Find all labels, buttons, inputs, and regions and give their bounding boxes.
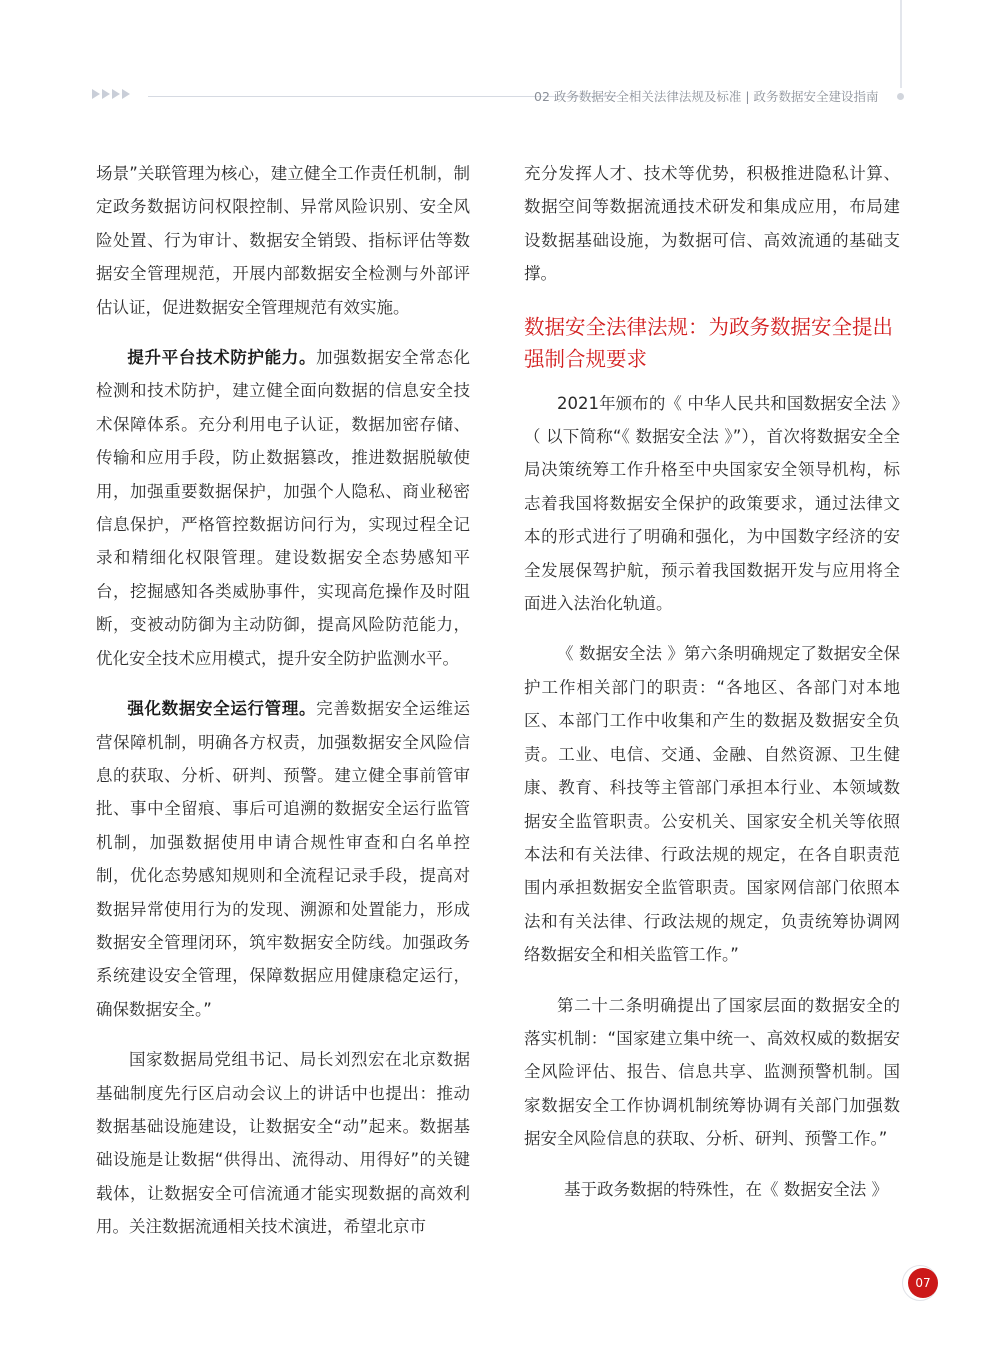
- paragraph: [96, 341, 470, 675]
- header-arrows: [92, 89, 130, 99]
- arrow-icon: [122, 89, 130, 99]
- running-header: [92, 88, 912, 106]
- page-number: 07: [908, 1268, 938, 1298]
- paragraph: 2021年颁布的《 中华人民共和国数据安全法 》（ 以下简称“《 数据安全法 》”），首次将数据安全全局决策统筹工作升格至中央国家安全领导机构，标志着我国将数据安全保护的政策要求，通过法律文本的形式进行了明确和强化，为中国数字经济的安全发展保驾护航，预示着我国数据开发与应用将全面进入法治化轨道。: [524, 393, 900, 614]
- paragraph-body: 完善数据安全运维运营保障机制，明确各方权责，加强数据安全风险信息的获取、分析、研判、预警。建立健全事前管审批、事中全留痕、事后可追溯的数据安全运行监管机制，加强数据使用申请合规性审查和白名单控制，优化态势感知规则和全流程记录手段，提高对数据异常使用行为的发现、溯源和处置能力，形成数据安全管理闭环，筑牢数据安全防线。加强政务系统建设安全管理，保障数据应用健康稳定运行，确保数据安全。”: [96, 699, 471, 1019]
- arrow-icon: [102, 89, 110, 99]
- paragraph: 充分发挥人才、技术等优势，积极推进隐私计算、数据空间等数据流通技术研发和集成应用，布局建设数据基础设施，为数据可信、高效流通的基础支撑。: [524, 164, 900, 284]
- running-title: 02 政务数据安全相关法律法规及标准 | 政务数据安全建设指南: [534, 89, 879, 104]
- paragraph-lead: 提升平台技术防护能力。: [127, 348, 317, 368]
- paragraph-body: 加强数据安全常态化检测和技术防护，建立健全面向数据的信息安全技术保障体系。充分利用电子认证，数据加密存储、传输和应用手段，防止数据篡改，推进数据脱敏使用，加强重要数据保护，加强个人隐私、商业秘密信息保护，严格管控数据访问行为，实现过程全记录和精细化权限管理。建设数据安全态势感知平台，挖掘感知各类威胁事件，实现高危操作及时阻断，变被动防御为主动防御，提高风险防范能力，优化安全技术应用模式，提升安全防护监测水平。: [96, 348, 471, 668]
- arrow-icon: [92, 89, 100, 99]
- paragraph: 国家数据局党组书记、局长刘烈宏在北京数据基础制度先行区启动会议上的讲话中也提出：推动数据基础设施建设，让数据安全“动”起来。数据基础设施是让数据“供得出、流得动、用得好”的关键载体，让数据安全可信流通才能实现数据的高效利用。关注数据流通相关技术演进，希望北京市: [96, 1050, 470, 1237]
- paragraph: 《 数据安全法 》第六条明确规定了数据安全保护工作相关部门的职责：“各地区、各部门对本地区、本部门工作中收集和产生的数据及数据安全负责。工业、电信、交通、金融、自然资源、卫生健康、教育、科技等主管部门承担本行业、本领域数据安全监管职责。公安机关、国家安全机关等依照本法和有关法律、行政法规的规定，在各自职责范围内承担数据安全监管职责。国家网信部门依照本法和有关法律、行政法规的规定，负责统筹协调网络数据安全和相关监管工作。”: [524, 644, 900, 965]
- arrow-icon: [112, 89, 120, 99]
- paragraph: 场景”关联管理为核心，建立健全工作责任机制，制定政务数据访问权限控制、异常风险识别、安全风险处置、行为审计、数据安全销毁、指标评估等数据安全管理规范，开展内部数据安全检测与外部评估认证，促进数据安全管理规范有效实施。: [96, 164, 470, 317]
- paragraph: 基于政务数据的特殊性，在《 数据安全法 》: [564, 1179, 888, 1199]
- paragraph: 第二十二条明确提出了国家层面的数据安全的落实机制：“国家建立集中统一、高效权威的数据安全风险评估、报告、信息共享、监测预警机制。国家数据安全工作协调机制统筹协调有关部门加强数据安全风险信息的获取、分析、研判、预警工作。”: [524, 995, 900, 1149]
- right-column: [524, 157, 900, 1206]
- left-column: [96, 157, 470, 1244]
- page-number-badge: [906, 1267, 938, 1299]
- top-vertical-rule: [900, 0, 902, 88]
- header-dot-icon: [897, 93, 904, 100]
- paragraph-lead: 强化数据安全运行管理。: [127, 699, 317, 719]
- section-heading: 数据安全法律法规：为政务数据安全提出强制合规要求: [524, 314, 893, 371]
- paragraph: [96, 692, 470, 1026]
